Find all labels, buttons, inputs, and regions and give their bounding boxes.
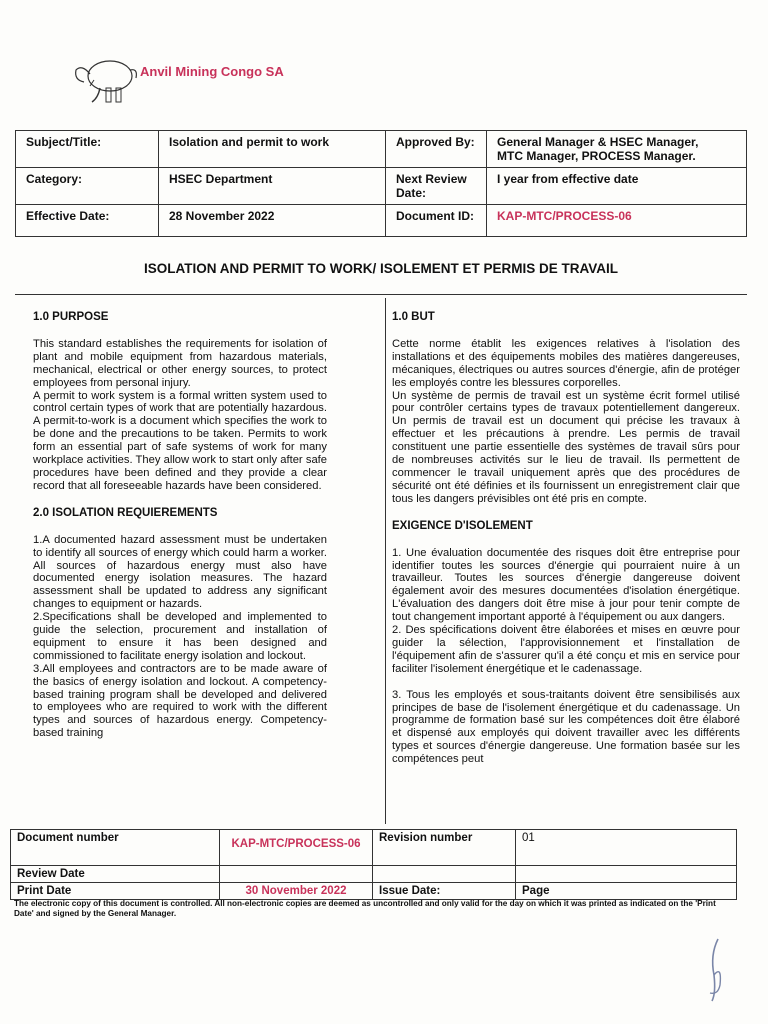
- subject-label: Subject/Title:: [16, 131, 159, 168]
- print-date-label: Print Date: [11, 883, 220, 900]
- purpose-paragraph-2: A permit to work system is a formal written system used to control certain types of work that are potentially hazardous. A permit-to-work is a document which specifies the work to be done and the precautions to be taken. Permits to work form an essential part of safe systems of work for many workplace activities. They allow work to start only after safe procedures have been defined and they provide a clear record that all foreseeable hazards have been considered.: [33, 389, 327, 492]
- review-date-value: [220, 866, 373, 883]
- review-date-label: Review Date: [11, 866, 220, 883]
- docid-value: KAP-MTC/PROCESS-06: [487, 205, 747, 237]
- review-value: I year from effective date: [487, 168, 747, 205]
- approved-label: Approved By:: [386, 131, 487, 168]
- company-name: Anvil Mining Congo SA: [140, 64, 284, 79]
- isolation-paragraph-2: 2.Specifications shall be developed and implemented to guide the selection, procurement and installation of equipment to ensure it has been designed and commissioned to facilitate energy isolation and lockout.: [33, 611, 327, 662]
- purpose-paragraph-1: This standard establishes the requirements for isolation of plant and mobile equipment from hazardous materials, mechanical, electrical or other energy sources, to protect employees from personal injury.: [33, 337, 327, 389]
- elephant-logo-icon: [72, 56, 142, 106]
- docid-label: Document ID:: [386, 205, 487, 237]
- isolation-heading: 2.0 ISOLATION REQUIEREMENTS: [33, 506, 218, 519]
- approved-value-line-2: MTC Manager, PROCESS Manager.: [497, 149, 696, 163]
- right-column: [392, 311, 740, 766]
- footer-note: The electronic copy of this document is controlled. All non-electronic copies are deemed as uncontrolled and only valid for the day on which it was printed as indicated on the 'Print Date' and signed by the General Manager.: [14, 899, 716, 918]
- docnum-value: KAP-MTC/PROCESS-06: [220, 830, 373, 866]
- review-label-line-2: Date:: [396, 186, 427, 200]
- approved-value-line-1: General Manager & HSEC Manager,: [497, 135, 699, 149]
- review-empty-2: [516, 866, 737, 883]
- exigence-paragraph-2: 2. Des spécifications doivent être élaborées et mises en œuvre pour guider la sélection, l'approvisionnement et l'installation de l'équipement afin de s'assurer qu'il a été conçu et mis en service pour faciliter l'isolement énergétique et le cadenassage.: [392, 624, 740, 675]
- isolation-paragraph-3: 3.All employees and contractors are to be made aware of the basics of energy isolation and lockout. A competency-based training program shall be developed and delivered to employees who are required to work with the different types and sources of hazardous energy. Competency-based training: [33, 662, 327, 740]
- print-date-value: 30 November 2022: [220, 883, 373, 900]
- issue-date-label: Issue Date:: [373, 883, 516, 900]
- effective-label: Effective Date:: [16, 205, 159, 237]
- isolation-paragraph-1: 1.A documented hazard assessment must be undertaken to identify all sources of energy which could harm a worker. All sources of hazardous energy must also have documented energy isolation measures. The hazard assessment shall be updated to address any significant changes to equipment or hazards.: [33, 533, 327, 611]
- docnum-label: Document number: [11, 830, 220, 866]
- review-label-line-1: Next Review: [396, 172, 467, 186]
- purpose-heading: 1.0 PURPOSE: [33, 311, 109, 323]
- column-divider: [385, 298, 386, 824]
- title-divider: [15, 294, 747, 295]
- but-heading: 1.0 BUT: [392, 311, 435, 323]
- document-header-table: [15, 130, 747, 237]
- revision-label: Revision number: [373, 830, 516, 866]
- but-paragraph-2: Un système de permis de travail est un système écrit formel utilisé pour contrôler certains types de travaux potentiellement dangereux. Un permis de travail est un document qui précise les travaux à effectuer et les précautions à prendre. Les permis de travail constituent une partie essentielle des systèmes de travail sûrs pour de nombreuses activités sur le lieu de travail. Ils permettent de commencer le travail uniquement après que des procédures de sécurité ont été définies et ils fournissent un enregistrement clair que tous les dangers prévisibles ont été pris en compte.: [392, 389, 740, 505]
- category-label: Category:: [16, 168, 159, 205]
- but-paragraph-1: Cette norme établit les exigences relatives à l'isolation des installations et des équipements mobiles des matières dangereuses, mécaniques, électriques ou autres sources d'énergie, afin de protéger les employés contre les blessures corporelles.: [392, 337, 740, 389]
- signature-mark-icon: [700, 935, 730, 1005]
- review-label: [386, 168, 487, 205]
- left-column: [33, 311, 327, 740]
- exigence-paragraph-3: 3. Tous les employés et sous-traitants doivent être sensibilisés aux principes de base de l'isolement énergétique et du cadenassage. Un programme de formation basé sur les compétences doit être élaboré et dispensé aux employés qui doivent travailler avec les différents types et sources d'énergie dangereuse. Une formation basée sur les compétences peut: [392, 688, 740, 766]
- subject-value: Isolation and permit to work: [159, 131, 386, 168]
- exigence-heading: EXIGENCE D'ISOLEMENT: [392, 519, 533, 532]
- effective-value: 28 November 2022: [159, 205, 386, 237]
- review-empty-1: [373, 866, 516, 883]
- page-label: Page: [516, 883, 737, 900]
- category-value: HSEC Department: [159, 168, 386, 205]
- document-title: ISOLATION AND PERMIT TO WORK/ ISOLEMENT ET PERMIS DE TRAVAIL: [143, 261, 618, 276]
- exigence-paragraph-1: 1. Une évaluation documentée des risques doit être entreprise pour identifier toutes les sources d'énergie qui pourraient nuire à un travailleur. Toutes les sources d'énergie dangereuse doivent également avoir des mesures documentées d'isolation énergétique. L'évaluation des dangers doit être mise à jour pour tenir compte de tout changement important apporté à l'équipement ou aux dangers.: [392, 546, 740, 624]
- revision-value: 01: [516, 830, 737, 866]
- approved-value: [487, 131, 747, 168]
- document-footer-table: [10, 829, 737, 900]
